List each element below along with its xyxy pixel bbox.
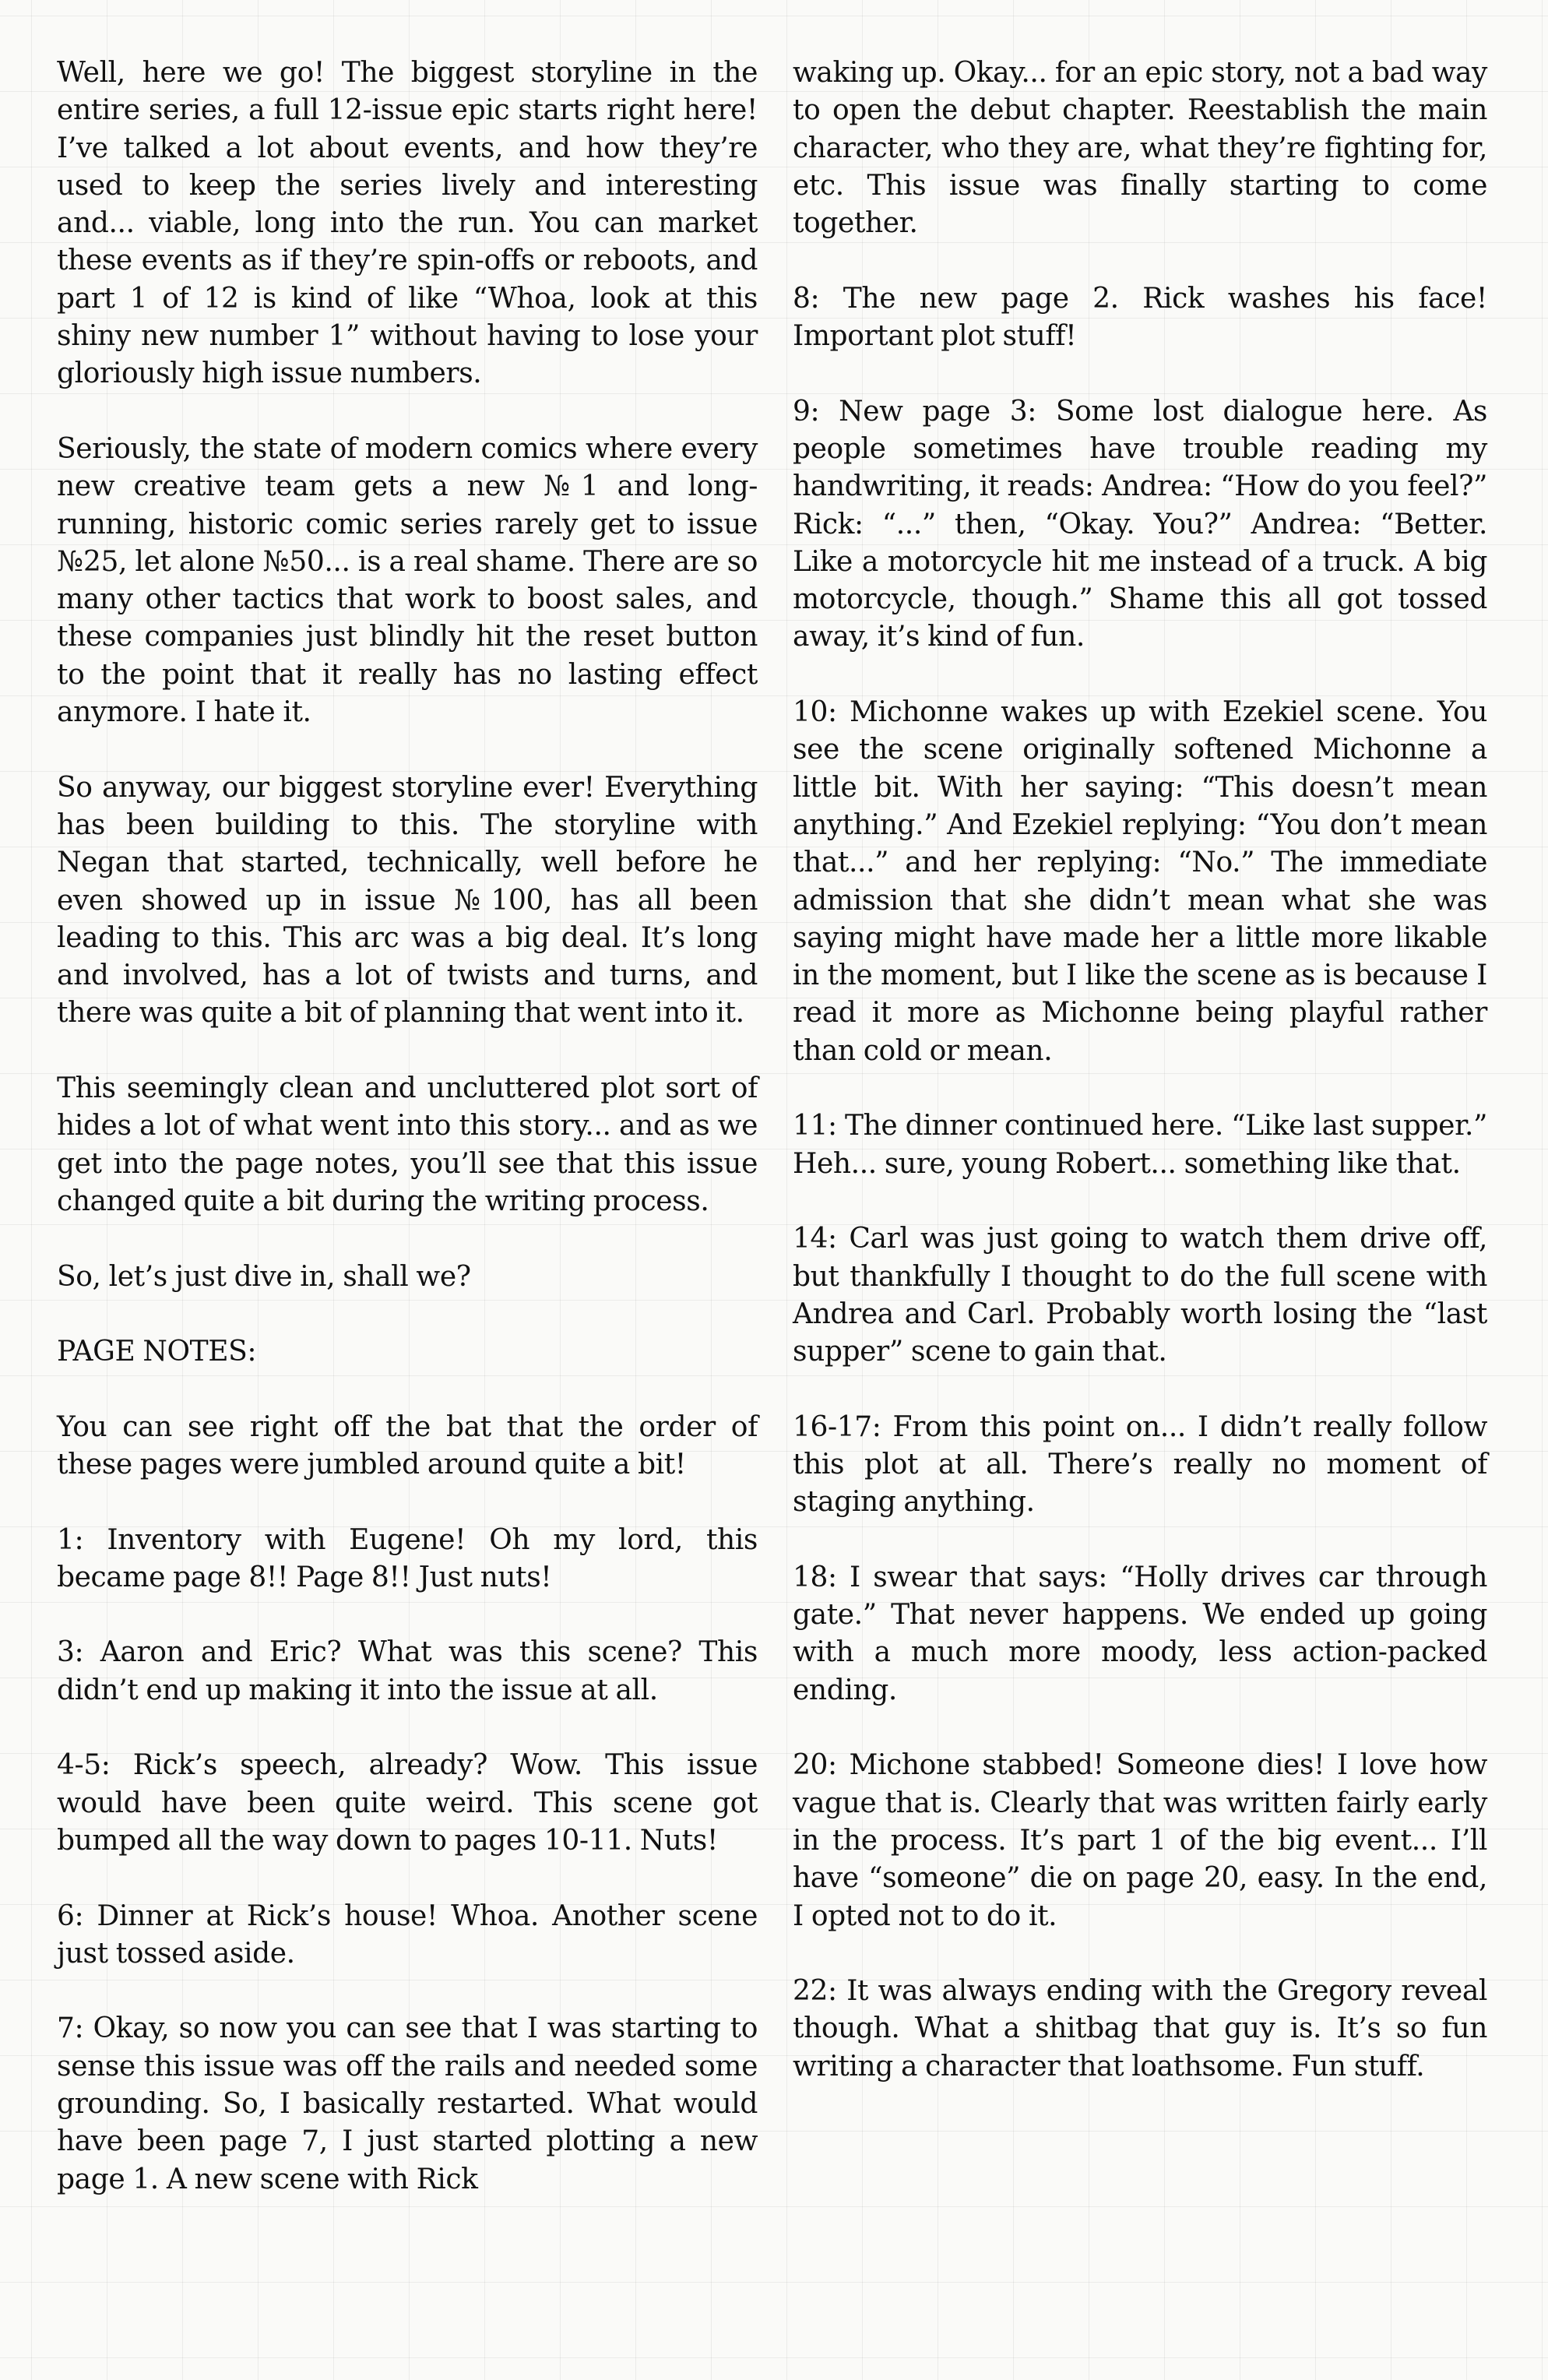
left-column: [57, 55, 758, 2236]
page-note-3: 3: Aaron and Eric? What was this scene? This didn’t end up making it into the issue at all.: [57, 1636, 758, 1706]
page-note-11: 11: The dinner continued here. “Like last supper.” Heh... sure, young Robert... something like that.: [793, 1110, 1487, 1180]
page-note-9: 9: New page 3: Some lost dialogue here. As people sometimes have trouble reading my handwriting, it reads: Andrea: “How do you feel?” Rick: “...” then, “Okay. You?” Andrea: “Better. Like a motorcycle hit me instead of a truck. A big motorcycle, though.” Shame this all got tossed away, it’s kind of fun.: [793, 395, 1487, 653]
intro-paragraph: Well, here we go! The biggest storyline in the entire series, a full 12-issue epic starts right here! I’ve talked a lot about events, and how they’re used to keep the series lively and interesting and... viable, long into the run. You can market these events as if they’re spin-offs or reboots, and part 1 of 12 is kind of like “Whoa, look at this shiny new number 1” without having to lose your gloriously high issue numbers.: [57, 57, 758, 390]
page-note-8: 8: The new page 2. Rick washes his face! Important plot stuff!: [793, 282, 1487, 353]
right-column: [793, 55, 1487, 2123]
page-note-10: 10: Michonne wakes up with Ezekiel scene. You see the scene originally softened Michonne a little bit. With her saying: “This doesn’t mean anything.” And Ezekiel replying: “You don’t mean that...” and her replying: “No.” The immediate admission that she didn’t mean what she was saying might have made her a little more likable in the moment, but I like the scene as is because I read it more as Michonne being playful rather than cold or mean.: [793, 696, 1487, 1067]
plot-paragraph: This seemingly clean and uncluttered plot sort of hides a lot of what went into this story... and as we get into the page notes, you’ll see that this issue changed quite a bit during the writing process.: [57, 1072, 758, 1217]
page-note-4-5: 4-5: Rick’s speech, already? Wow. This issue would have been quite weird. This scene got bumped all the way down to pages 10-11. Nuts!: [57, 1749, 758, 1857]
page-notes-heading: PAGE NOTES:: [57, 1336, 257, 1368]
page-note-7: 7: Okay, so now you can see that I was starting to sense this issue was off the rails and needed some grounding. So, I basically restarted. What would have been page 7, I just started plotting a new page 1. A new scene with Rick: [57, 2012, 758, 2195]
page-note-14: 14: Carl was just going to watch them drive off, but thankfully I thought to do the full scene with Andrea and Carl. Probably worth losing the “last supper” scene to gain that.: [793, 1223, 1487, 1368]
page-note-22: 22: It was always ending with the Gregory reveal though. What a shitbag that guy is. It’s so fun writing a character that loathsome. Fun stuff.: [793, 1975, 1487, 2082]
page-note-7-continued: waking up. Okay... for an epic story, not a bad way to open the debut chapter. Reestablish the main character, who they are, what they’re fighting for, etc. This issue was finally starting to come together.: [793, 57, 1487, 240]
page-note-18: 18: I swear that says: “Holly drives car through gate.” That never happens. We ended up going with a much more moody, less action-packed ending.: [793, 1561, 1487, 1706]
page-order-paragraph: You can see right off the bat that the order of these pages were jumbled around quite a bit!: [57, 1410, 758, 1480]
biggest-storyline-paragraph: So anyway, our biggest storyline ever! Everything has been building to this. The storyline with Negan that started, technically, well before he even showed up in issue №100, has all been leading to this. This arc was a big deal. It’s long and involved, has a lot of twists and turns, and there was quite a bit of planning that went into it.: [57, 771, 758, 1030]
page-note-6: 6: Dinner at Rick’s house! Whoa. Another scene just tossed aside.: [57, 1899, 758, 1970]
dive-in-paragraph: So, let’s just dive in, shall we?: [57, 1260, 471, 1293]
modern-comics-paragraph: Seriously, the state of modern comics where every new creative team gets a new №1 and long-running, historic comic series rarely get to issue №25, let alone №50... is a real shame. There are so many other tactics that work to boost sales, and these companies just blindly hit the reset button to the point that it really has no lasting effect anymore. I hate it.: [57, 432, 758, 729]
page-note-1: 1: Inventory with Eugene! Oh my lord, this became page 8!! Page 8!! Just nuts!: [57, 1523, 758, 1593]
page-note-20: 20: Michone stabbed! Someone dies! I love how vague that is. Clearly that was written fairly early in the process. It’s part 1 of the big event... I’ll have “someone” die on page 20, easy. In the end, I opted not to do it.: [793, 1749, 1487, 1932]
page-note-16-17: 16-17: From this point on... I didn’t really follow this plot at all. There’s really no moment of staging anything.: [793, 1410, 1487, 1519]
